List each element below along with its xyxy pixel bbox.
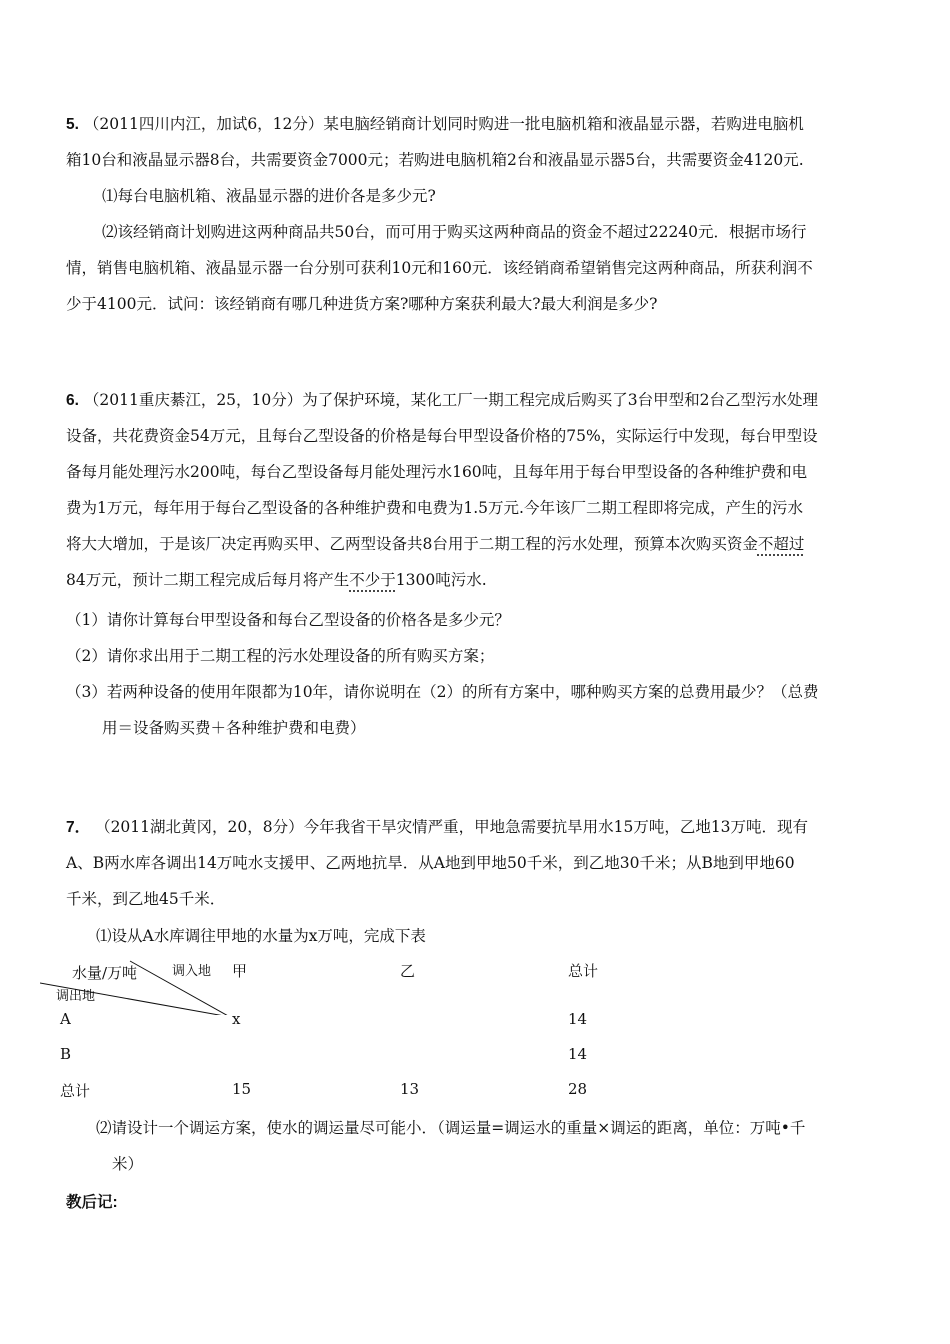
q6-line4: 费为1万元，每年用于每台乙型设备的各种维护费和电费为1.5万元.今年该厂二期工程即将完成，产生的污水 bbox=[66, 499, 803, 517]
q7-number: 7． bbox=[66, 819, 91, 836]
table-col-yi: 乙 bbox=[400, 962, 416, 980]
q5-sub2-line2: 情，销售电脑机箱、液晶显示器一台分别可获利10元和160元．该经销商希望销售完这两种商品，所获利润不 bbox=[66, 259, 813, 277]
table-header-unit: 水量/万吨 bbox=[72, 964, 138, 982]
q6-sub2: （2）请你求出用于二期工程的污水处理设备的所有购买方案； bbox=[66, 647, 495, 665]
q5-sub1: ⑴每台电脑机箱、液晶显示器的进价各是多少元? bbox=[102, 187, 436, 205]
q7-sub2-line1: ⑵请设计一个调运方案，使水的调运量尽可能小．（调运量=调运水的重量×调运的距离，单位：万吨•千 bbox=[96, 1119, 806, 1137]
q6-line6-emph: 不少于 bbox=[349, 571, 396, 589]
q6-line6-a: 84万元，预计二期工程完成后每月将产生 bbox=[66, 571, 350, 589]
q7-line1 bbox=[66, 815, 808, 837]
q6-number: 6. bbox=[66, 392, 79, 409]
table-cell: 15 bbox=[232, 1080, 252, 1098]
q6-line3: 备每月能处理污水200吨，每台乙型设备每月能处理污水160吨，且每年用于每台甲型设备的各种维护费和电 bbox=[66, 463, 808, 481]
table-row-label: 总计 bbox=[60, 1082, 91, 1100]
q7-line1-text: （2011湖北黄冈，20，8分）今年我省干旱灾情严重，甲地急需要抗旱用水15万吨，乙地13万吨．现有 bbox=[95, 818, 809, 836]
q6-emphasis-not-exceed bbox=[758, 535, 805, 553]
q5-number: 5. bbox=[66, 116, 79, 133]
table-header-to: 调入地 bbox=[172, 964, 212, 979]
q6-line5 bbox=[66, 532, 804, 554]
q5-line1 bbox=[66, 112, 804, 134]
table-row-label: B bbox=[60, 1045, 72, 1063]
table-header-from: 调出地 bbox=[56, 989, 96, 1004]
q5-line1-text: （2011四川内江，加试6，12分）某电脑经销商计划同时购进一批电脑机箱和液晶显示器，若购进电脑机 bbox=[83, 115, 804, 133]
teaching-notes-label: 教后记: bbox=[66, 1194, 118, 1211]
q7-sub1: ⑴设从A水库调往甲地的水量为x万吨，完成下表 bbox=[96, 927, 426, 945]
q5-sub2-line3: 少于4100元．试问：该经销商有哪几种进货方案?哪种方案获利最大?最大利润是多少? bbox=[66, 295, 658, 313]
q6-line6-c: 1300吨污水. bbox=[395, 571, 487, 589]
q6-line6 bbox=[66, 568, 487, 590]
q6-sub1: （1）请你计算每台甲型设备和每台乙型设备的价格各是多少元？ bbox=[66, 611, 510, 629]
table-cell: 28 bbox=[568, 1080, 588, 1098]
table-cell: 13 bbox=[400, 1080, 420, 1098]
q7-line3: 千米，到乙地45千米． bbox=[66, 890, 226, 908]
q6-line2: 设备，共花费资金54万元，且每台乙型设备的价格是每台甲型设备价格的75%，实际运行中发现，每台甲型设 bbox=[66, 427, 818, 445]
q7-sub2-line2: 米） bbox=[112, 1155, 144, 1173]
table-row-label: A bbox=[60, 1010, 71, 1028]
table-cell: x bbox=[232, 1010, 241, 1028]
table-col-jia: 甲 bbox=[232, 962, 248, 980]
table-col-total: 总计 bbox=[568, 962, 599, 980]
q6-sub3-line2: 用＝设备购买费＋各种维护费和电费） bbox=[102, 719, 366, 737]
table-cell: 14 bbox=[568, 1045, 588, 1063]
q6-sub3-line1: （3）若两种设备的使用年限都为10年，请你说明在（2）的所有方案中，哪种购买方案的总费用最少？（总费 bbox=[66, 683, 819, 701]
q6-line1-text: （2011重庆綦江，25，10分）为了保护环境，某化工厂一期工程完成后购买了3台甲型和2台乙型污水处理 bbox=[83, 391, 818, 409]
q5-line2: 箱10台和液晶显示器8台，共需要资金7000元；若购进电脑机箱2台和液晶显示器5台，共需要资金4120元. bbox=[66, 151, 804, 169]
q6-line1 bbox=[66, 388, 818, 410]
q6-line5-text: 将大大增加，于是该厂决定再购买甲、乙两型设备共8台用于二期工程的污水处理，预算本次购买资金 bbox=[66, 535, 758, 553]
q7-line2: A、B两水库各调出14万吨水支援甲、乙两地抗旱．从A地到甲地50千米，到乙地30千米；从B地到甲地60 bbox=[66, 854, 795, 872]
table-cell: 14 bbox=[568, 1010, 588, 1028]
q6-line5-emph: 不超过 bbox=[757, 535, 805, 553]
q5-sub2-line1: ⑵该经销商计划购进这两种商品共50台，而可用于购买这两种商品的资金不超过22240元．根据市场行 bbox=[102, 223, 807, 241]
